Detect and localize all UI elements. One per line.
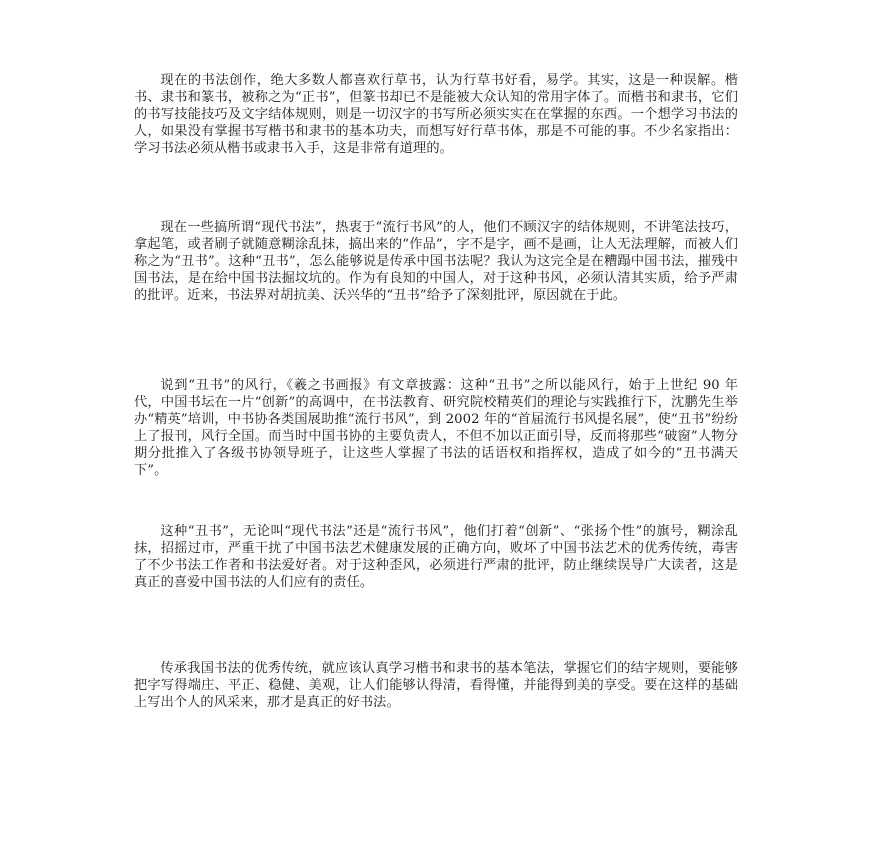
paragraph-2: 现在一些搞所谓“现代书法”，热衷于“流行书风”的人，他们不顾汉字的结体规则，不讲笔法技巧，拿起笔，或者刷子就随意糊涂乱抹，搞出来的“作品”，字不是字，画不是画，让人无法理解，而被人们称之为“丑书”。这种“丑书”，怎么能够说是传承中国书法呢？我认为这完全是在糟蹋中国书法，摧残中国书法，是在给中国书法掘坟坑的。作为有良知的中国人，对于这种书风，必须认清其实质，给予严肃的批评。近来，书法界对胡抗美、沃兴华的“丑书”给予了深刻批评，原因就在于此。 (134, 220, 738, 303)
paragraph-4: 这种“丑书”，无论叫“现代书法”还是“流行书风”，他们打着“创新”、“张扬个性”的旗号，糊涂乱抹，招摇过市，严重干扰了中国书法艺术健康发展的正确方向，败坏了中国书法艺术的优秀传统，毒害了不少书法工作者和书法爱好者。对于这种歪风，必须进行严肃的批评，防止继续误导广大读者，这是真正的喜爱中国书法的人们应有的责任。 (134, 524, 738, 590)
paragraph-3: 说到“丑书”的风行，《羲之书画报》有文章披露：这种“丑书”之所以能风行，始于上世纪 90 年代，中国书坛在一片“创新”的高调中，在书法教育、研究院校精英们的理论与实践推行下，沈鹏先生举办“精英”培训，中书协各类国展助推“流行书风”，到 2002 年的“首届流行书风提名展”，使“丑书”纷纷上了报刊，风行全国。而当时中国书协的主要负责人，不但不加以正面引导，反而将那些“破窗”人物分期分批推入了各级书协领导班子，让这些人掌握了书法的话语权和指挥权，造成了如今的“丑书满天下”。 (134, 378, 738, 478)
paragraph-1: 现在的书法创作，绝大多数人都喜欢行草书，认为行草书好看，易学。其实，这是一种误解。楷书、隶书和篆书，被称之为“正书”，但篆书却已不是能被大众认知的常用字体了。而楷书和隶书，它们的书写技能技巧及文字结体规则，则是一切汉字的书写所必须实实在在掌握的东西。一个想学习书法的人，如果没有掌握书写楷书和隶书的基本功夫，而想写好行草书体，那是不可能的事。不少名家指出：学习书法必须从楷书或隶书入手，这是非常有道理的。 (134, 73, 738, 156)
paragraph-5: 传承我国书法的优秀传统，就应该认真学习楷书和隶书的基本笔法，掌握它们的结字规则，要能够把字写得端庄、平正、稳健、美观，让人们能够认得清，看得懂，并能得到美的享受。要在这样的基础上写出个人的风采来，那才是真正的好书法。 (134, 661, 738, 710)
